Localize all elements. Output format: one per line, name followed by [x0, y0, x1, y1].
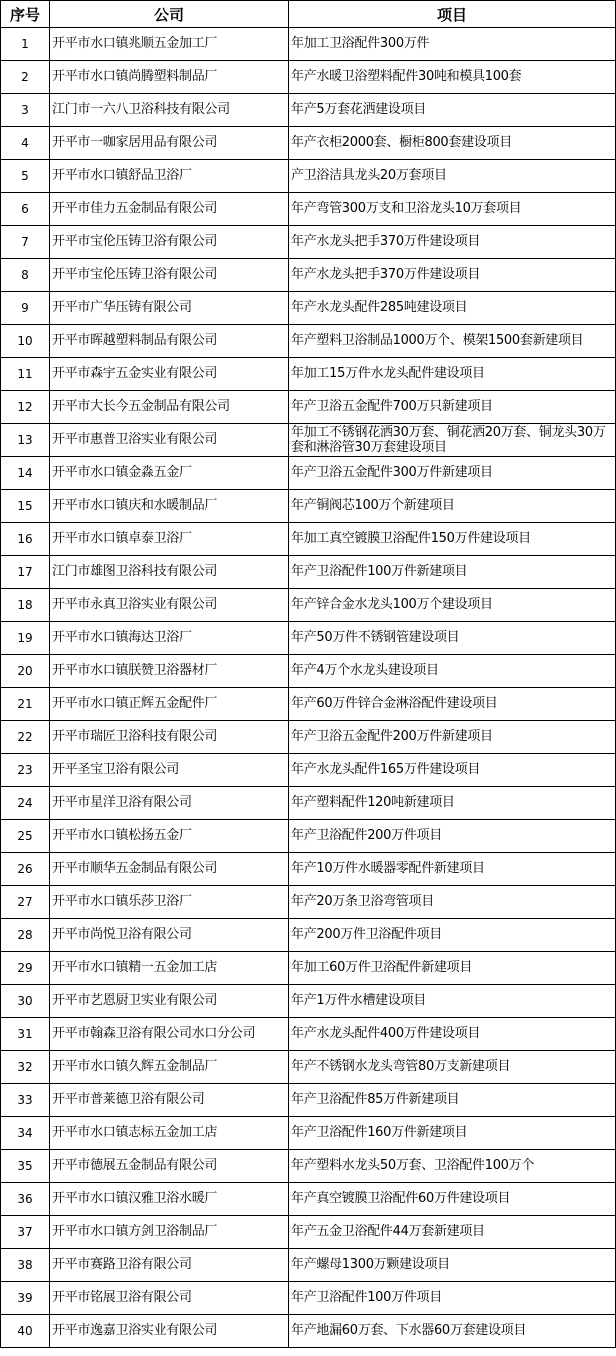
cell-serial-number: 26 [1, 853, 50, 886]
table-row [1, 985, 616, 1018]
table-row [1, 622, 616, 655]
cell-serial-number: 36 [1, 1183, 50, 1216]
cell-serial-number: 2 [1, 61, 50, 94]
cell-serial-number: 23 [1, 754, 50, 787]
cell-serial-number: 21 [1, 688, 50, 721]
header-serial-number: 序号 [1, 1, 50, 28]
cell-company: 开平市永真卫浴实业有限公司 [50, 589, 289, 622]
cell-company: 开平市水口镇汉雅卫浴水暖厂 [50, 1183, 289, 1216]
cell-project: 年产弯管300万支和卫浴龙头10万套项目 [289, 193, 616, 226]
table-row [1, 490, 616, 523]
cell-company: 开平市宝伦压铸卫浴有限公司 [50, 259, 289, 292]
cell-serial-number: 35 [1, 1150, 50, 1183]
cell-project: 年产200万件卫浴配件项目 [289, 919, 616, 952]
cell-serial-number: 40 [1, 1315, 50, 1348]
cell-company: 开平市水口镇舒品卫浴厂 [50, 160, 289, 193]
cell-project: 年加工不锈钢花洒30万套、铜花洒20万套、铜龙头30万套和淋浴管30万套建设项目 [289, 424, 616, 457]
cell-project: 年产卫浴配件100万件项目 [289, 1282, 616, 1315]
cell-company: 开平市尚悦卫浴有限公司 [50, 919, 289, 952]
cell-project: 年产塑料卫浴制品1000万个、模架1500套新建项目 [289, 325, 616, 358]
cell-project: 年产水龙头把手370万件建设项目 [289, 259, 616, 292]
cell-project: 年产50万件不锈钢管建设项目 [289, 622, 616, 655]
cell-company: 开平市顺华五金制品有限公司 [50, 853, 289, 886]
table-row [1, 28, 616, 61]
cell-company: 开平市铭展卫浴有限公司 [50, 1282, 289, 1315]
cell-project: 产卫浴洁具龙头20万套项目 [289, 160, 616, 193]
table-row [1, 1018, 616, 1051]
cell-company: 开平市水口镇尚腾塑料制品厂 [50, 61, 289, 94]
table-row [1, 226, 616, 259]
table-row [1, 523, 616, 556]
cell-project: 年加工15万件水龙头配件建设项目 [289, 358, 616, 391]
cell-serial-number: 1 [1, 28, 50, 61]
table-row [1, 589, 616, 622]
cell-company: 开平市水口镇朕赞卫浴器材厂 [50, 655, 289, 688]
cell-company: 开平市晖越塑料制品有限公司 [50, 325, 289, 358]
table-row [1, 61, 616, 94]
cell-serial-number: 38 [1, 1249, 50, 1282]
cell-project: 年产水暖卫浴塑料配件30吨和模具100套 [289, 61, 616, 94]
cell-project: 年产10万件水暖器零配件新建项目 [289, 853, 616, 886]
table-row [1, 1051, 616, 1084]
cell-company: 开平市水口镇金淼五金厂 [50, 457, 289, 490]
cell-company: 开平市水口镇庆和水暖制品厂 [50, 490, 289, 523]
cell-serial-number: 4 [1, 127, 50, 160]
cell-serial-number: 10 [1, 325, 50, 358]
cell-company: 江门市一六八卫浴科技有限公司 [50, 94, 289, 127]
cell-project: 年产1万件水槽建设项目 [289, 985, 616, 1018]
cell-company: 开平市水口镇志标五金加工店 [50, 1117, 289, 1150]
table-row [1, 886, 616, 919]
cell-project: 年产卫浴配件85万件新建项目 [289, 1084, 616, 1117]
cell-serial-number: 27 [1, 886, 50, 919]
cell-company: 开平市水口镇海达卫浴厂 [50, 622, 289, 655]
cell-serial-number: 24 [1, 787, 50, 820]
cell-project: 年产5万套花洒建设项目 [289, 94, 616, 127]
cell-serial-number: 22 [1, 721, 50, 754]
table-row [1, 721, 616, 754]
cell-company: 开平市水口镇久辉五金制品厂 [50, 1051, 289, 1084]
cell-serial-number: 11 [1, 358, 50, 391]
cell-project: 年产衣柜2000套、橱柜800套建设项目 [289, 127, 616, 160]
cell-serial-number: 5 [1, 160, 50, 193]
cell-project: 年产不锈钢水龙头弯管80万支新建项目 [289, 1051, 616, 1084]
cell-serial-number: 33 [1, 1084, 50, 1117]
cell-project: 年产卫浴五金配件300万件新建项目 [289, 457, 616, 490]
table-row [1, 952, 616, 985]
cell-project: 年产真空镀膜卫浴配件60万件建设项目 [289, 1183, 616, 1216]
cell-serial-number: 31 [1, 1018, 50, 1051]
cell-serial-number: 19 [1, 622, 50, 655]
table-row [1, 1084, 616, 1117]
table-row [1, 325, 616, 358]
header-company: 公司 [50, 1, 289, 28]
cell-company: 江门市雄图卫浴科技有限公司 [50, 556, 289, 589]
cell-project: 年产4万个水龙头建设项目 [289, 655, 616, 688]
cell-project: 年产卫浴配件100万件新建项目 [289, 556, 616, 589]
table-row [1, 94, 616, 127]
table-header [1, 1, 616, 28]
table-row [1, 556, 616, 589]
table-row [1, 1150, 616, 1183]
table-row [1, 688, 616, 721]
cell-project: 年产卫浴配件160万件新建项目 [289, 1117, 616, 1150]
cell-company: 开平市艺恩厨卫实业有限公司 [50, 985, 289, 1018]
table-row [1, 754, 616, 787]
table-row [1, 391, 616, 424]
cell-serial-number: 28 [1, 919, 50, 952]
table-row [1, 820, 616, 853]
table-row [1, 292, 616, 325]
cell-company: 开平市星洋卫浴有限公司 [50, 787, 289, 820]
cell-company: 开平市惠普卫浴实业有限公司 [50, 424, 289, 457]
table-row [1, 358, 616, 391]
table-row [1, 787, 616, 820]
cell-company: 开平市瑞匠卫浴科技有限公司 [50, 721, 289, 754]
table-row [1, 1249, 616, 1282]
cell-serial-number: 6 [1, 193, 50, 226]
header-row [1, 1, 616, 28]
cell-project: 年产水龙头配件165万件建设项目 [289, 754, 616, 787]
cell-company: 开平市大长今五金制品有限公司 [50, 391, 289, 424]
table-row [1, 457, 616, 490]
table-row [1, 655, 616, 688]
cell-serial-number: 9 [1, 292, 50, 325]
cell-serial-number: 8 [1, 259, 50, 292]
cell-serial-number: 25 [1, 820, 50, 853]
cell-project: 年产五金卫浴配件44万套新建项目 [289, 1216, 616, 1249]
cell-serial-number: 14 [1, 457, 50, 490]
cell-company: 开平市森宇五金实业有限公司 [50, 358, 289, 391]
table-row [1, 193, 616, 226]
cell-project: 年加工真空镀膜卫浴配件150万件建设项目 [289, 523, 616, 556]
cell-project: 年产锌合金水龙头100万个建设项目 [289, 589, 616, 622]
cell-serial-number: 39 [1, 1282, 50, 1315]
cell-company: 开平市赛路卫浴有限公司 [50, 1249, 289, 1282]
cell-serial-number: 30 [1, 985, 50, 1018]
cell-project: 年产卫浴五金配件200万件新建项目 [289, 721, 616, 754]
cell-serial-number: 20 [1, 655, 50, 688]
cell-serial-number: 18 [1, 589, 50, 622]
cell-serial-number: 12 [1, 391, 50, 424]
header-project: 项目 [289, 1, 616, 28]
cell-serial-number: 34 [1, 1117, 50, 1150]
cell-company: 开平圣宝卫浴有限公司 [50, 754, 289, 787]
cell-company: 开平市德展五金制品有限公司 [50, 1150, 289, 1183]
table-row [1, 1117, 616, 1150]
cell-project: 年产水龙头配件285吨建设项目 [289, 292, 616, 325]
cell-project: 年产卫浴配件200万件项目 [289, 820, 616, 853]
cell-company: 开平市水口镇方剑卫浴制品厂 [50, 1216, 289, 1249]
cell-project: 年产螺母1300万颗建设项目 [289, 1249, 616, 1282]
cell-company: 开平市水口镇松扬五金厂 [50, 820, 289, 853]
cell-company: 开平市普莱德卫浴有限公司 [50, 1084, 289, 1117]
table-row [1, 853, 616, 886]
cell-serial-number: 29 [1, 952, 50, 985]
cell-company: 开平市佳力五金制品有限公司 [50, 193, 289, 226]
table-body [1, 28, 616, 1348]
cell-project: 年产20万条卫浴弯管项目 [289, 886, 616, 919]
cell-serial-number: 15 [1, 490, 50, 523]
cell-company: 开平市一咖家居用品有限公司 [50, 127, 289, 160]
cell-company: 开平市逸嘉卫浴实业有限公司 [50, 1315, 289, 1348]
cell-project: 年产铜阀芯100万个新建项目 [289, 490, 616, 523]
cell-project: 年产地漏60万套、下水器60万套建设项目 [289, 1315, 616, 1348]
table-row [1, 1315, 616, 1348]
cell-project: 年加工卫浴配件300万件 [289, 28, 616, 61]
cell-project: 年产卫浴五金配件700万只新建项目 [289, 391, 616, 424]
table-row [1, 919, 616, 952]
cell-company: 开平市水口镇卓泰卫浴厂 [50, 523, 289, 556]
cell-project: 年产水龙头配件400万件建设项目 [289, 1018, 616, 1051]
table-row [1, 1282, 616, 1315]
table-row [1, 127, 616, 160]
cell-project: 年产水龙头把手370万件建设项目 [289, 226, 616, 259]
cell-serial-number: 17 [1, 556, 50, 589]
table-row [1, 424, 616, 457]
cell-project: 年产塑料水龙头50万套、卫浴配件100万个 [289, 1150, 616, 1183]
cell-serial-number: 32 [1, 1051, 50, 1084]
cell-project: 年产塑料配件120吨新建项目 [289, 787, 616, 820]
cell-project: 年加工60万件卫浴配件新建项目 [289, 952, 616, 985]
cell-company: 开平市翰森卫浴有限公司水口分公司 [50, 1018, 289, 1051]
table-row [1, 160, 616, 193]
cell-company: 开平市宝伦压铸卫浴有限公司 [50, 226, 289, 259]
cell-serial-number: 7 [1, 226, 50, 259]
cell-serial-number: 16 [1, 523, 50, 556]
cell-company: 开平市广华压铸有限公司 [50, 292, 289, 325]
cell-company: 开平市水口镇精一五金加工店 [50, 952, 289, 985]
cell-company: 开平市水口镇正辉五金配件厂 [50, 688, 289, 721]
cell-company: 开平市水口镇乐莎卫浴厂 [50, 886, 289, 919]
table-row [1, 259, 616, 292]
table-row [1, 1216, 616, 1249]
cell-serial-number: 3 [1, 94, 50, 127]
cell-project: 年产60万件锌合金淋浴配件建设项目 [289, 688, 616, 721]
cell-serial-number: 37 [1, 1216, 50, 1249]
cell-serial-number: 13 [1, 424, 50, 457]
table-row [1, 1183, 616, 1216]
cell-company: 开平市水口镇兆顺五金加工厂 [50, 28, 289, 61]
